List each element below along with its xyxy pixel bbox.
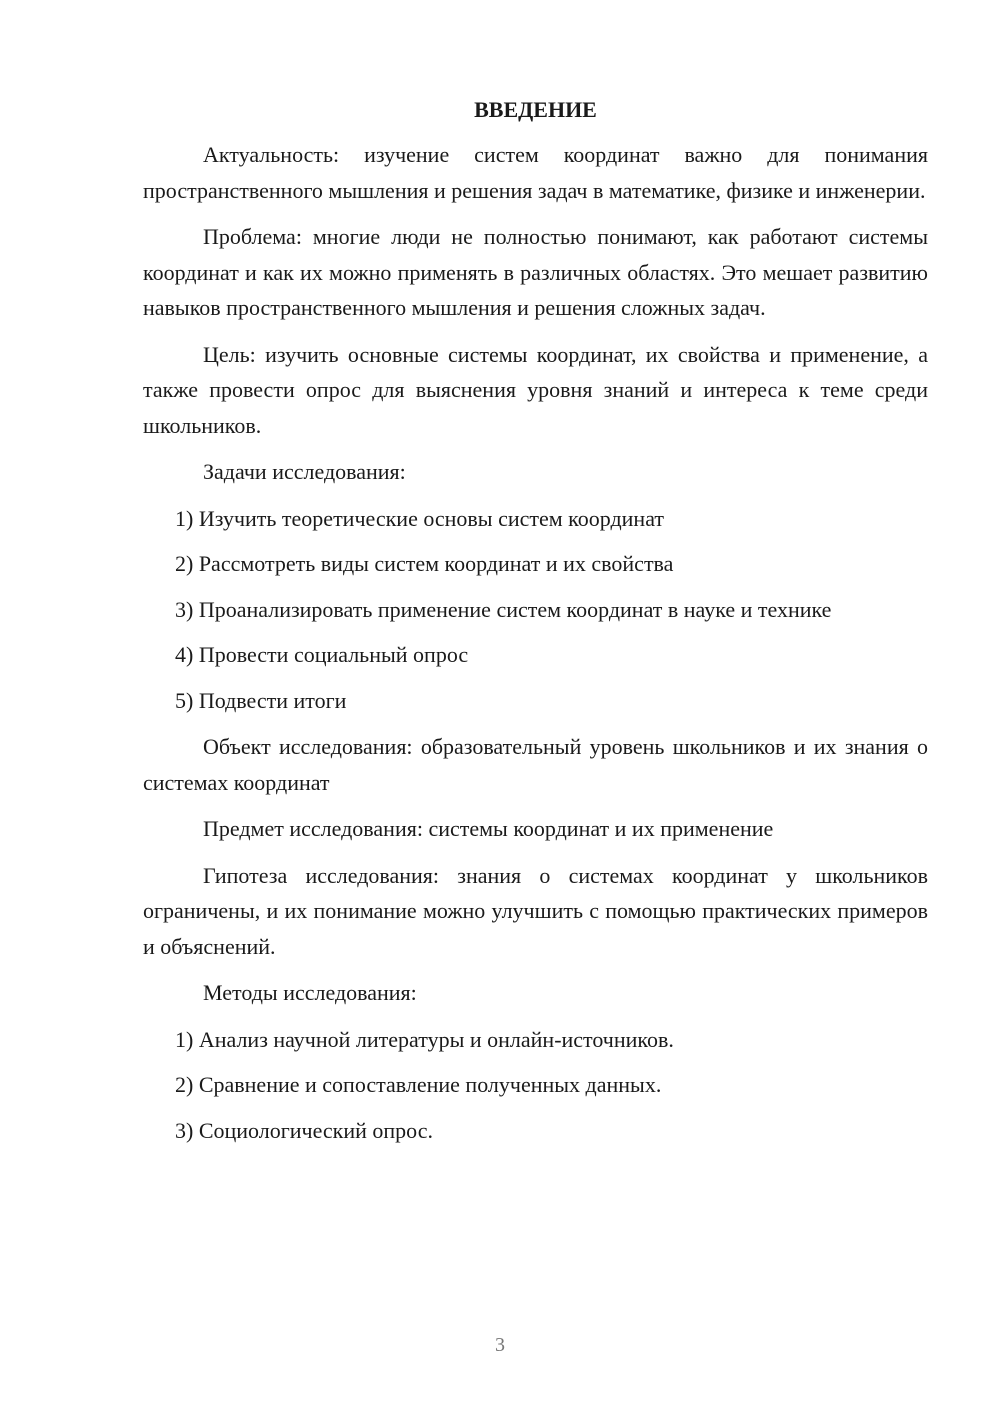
method-item: 2) Сравнение и сопоставление полученных данных.: [175, 1072, 662, 1097]
relevance-paragraph: Актуальность: изучение систем координат важно для понимания пространственного мышления и решения задач в математике, физике и инженерии.: [143, 142, 928, 203]
task-item: 1) Изучить теоретические основы систем координат: [175, 505, 665, 531]
method-item: 1) Анализ научной литературы и онлайн-источников.: [175, 1026, 674, 1052]
problem-paragraph: Проблема: многие люди не полностью понимают, как работают системы координат и как их можно применять в различных областях. Это мешает развитию навыков пространственного мышления и решения сложных задач.: [143, 224, 928, 320]
method-item: 3) Социологический опрос.: [175, 1117, 433, 1143]
page-content: [143, 95, 928, 1159]
task-item: 4) Провести социальный опрос: [175, 642, 469, 667]
page-number: 3: [495, 1334, 505, 1356]
goal-paragraph: Цель: изучить основные системы координат, их свойства и применение, а также провести опрос для выяснения уровня знаний и интереса к теме среди школьников.: [143, 341, 928, 438]
task-item: 2) Рассмотреть виды систем координат и их свойства: [175, 551, 674, 576]
task-item: 5) Подвести итоги: [175, 687, 347, 713]
object-paragraph: Объект исследования: образовательный уровень школьников и их знания о системах координат: [143, 734, 928, 795]
methods-heading: Методы исследования:: [203, 980, 417, 1005]
methods-list: [143, 1022, 928, 1149]
hypothesis-paragraph: Гипотеза исследования: знания о системах координат у школьников ограничены, и их понимание можно улучшить с помощью практических примеров и объяснений.: [143, 862, 928, 959]
tasks-list: [143, 501, 928, 719]
tasks-heading: Задачи исследования:: [203, 459, 406, 484]
section-title: ВВЕДЕНИЕ: [474, 97, 597, 122]
subject-paragraph: Предмет исследования: системы координат и их применение: [203, 816, 774, 841]
task-item: 3) Проанализировать применение систем координат в науке и технике: [175, 596, 832, 622]
